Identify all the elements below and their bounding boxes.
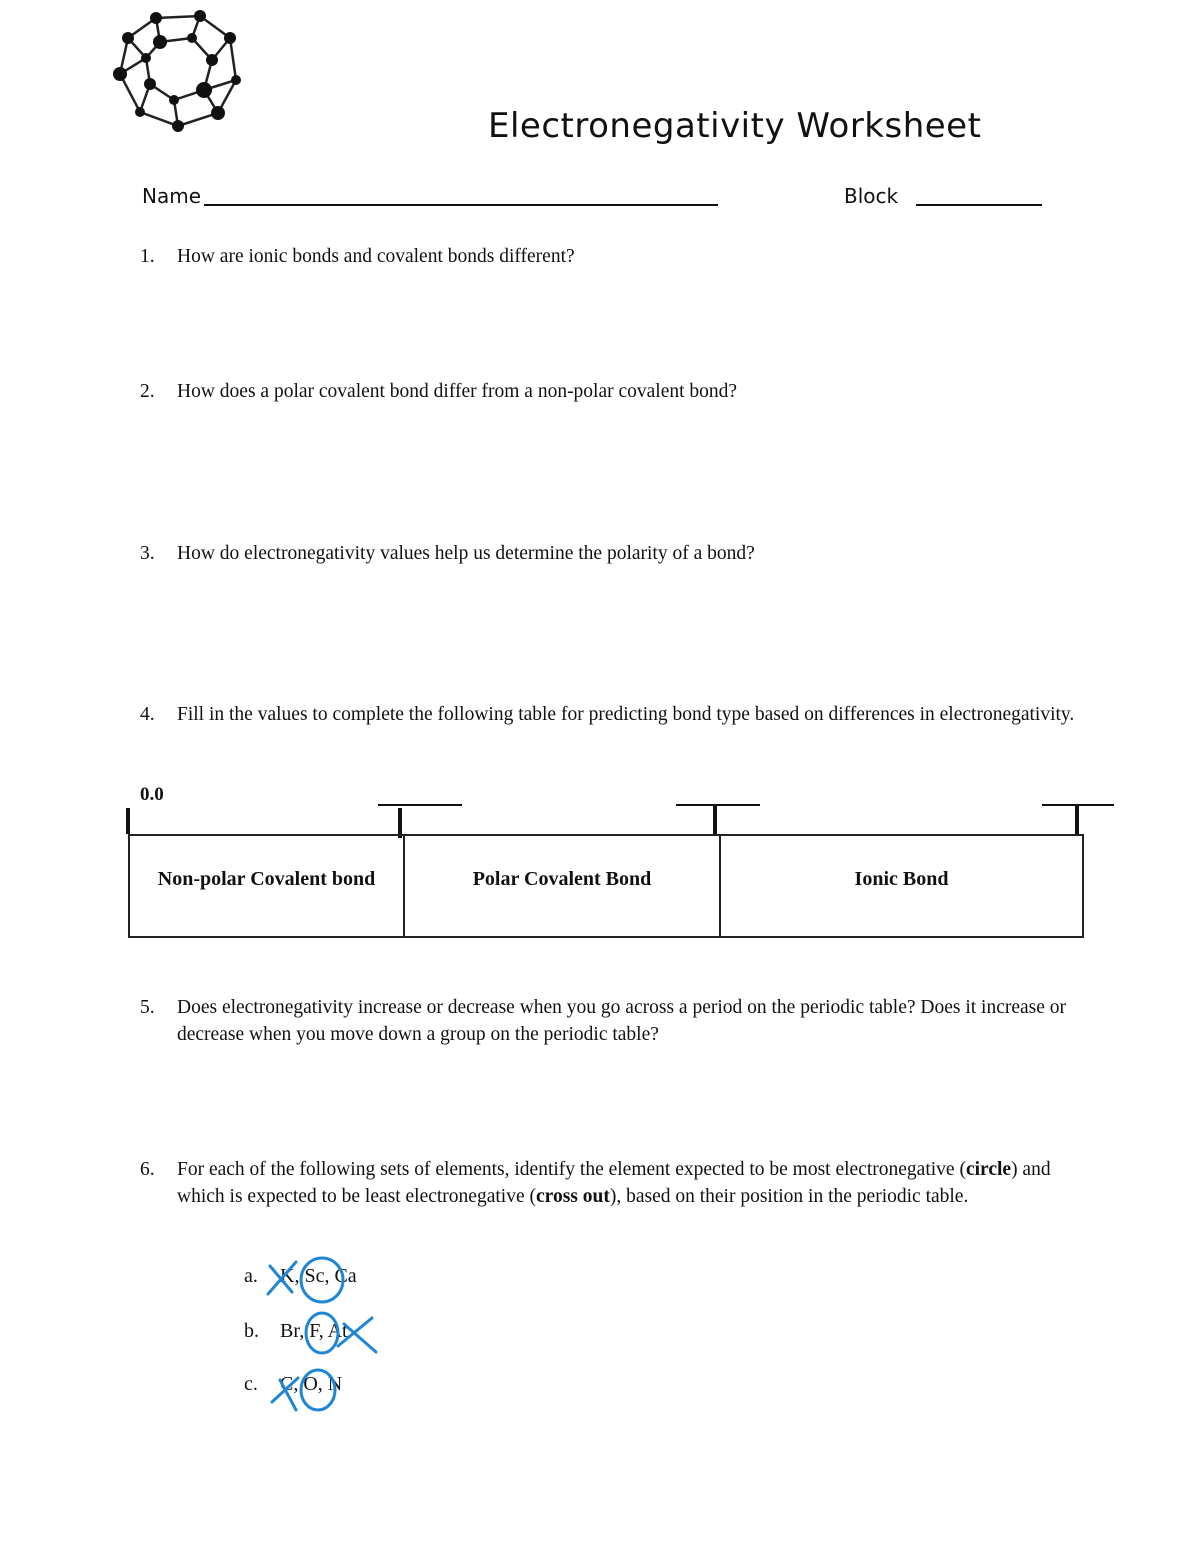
scale-tick (713, 806, 717, 836)
question-number: 5. (140, 997, 155, 1018)
question-number: 2. (140, 381, 155, 402)
scale-value-blank[interactable] (676, 804, 760, 806)
element-set-elements: C, O, N (280, 1373, 343, 1395)
q6-circle-word: circle (965, 1159, 1012, 1180)
question-6 (140, 1156, 1100, 1210)
question-4 (140, 701, 1100, 728)
scale-start-value: 0.0 (140, 784, 164, 805)
question-1 (140, 243, 1100, 270)
scale-tick (126, 808, 130, 834)
question-text: Does electronegativity increase or decrease when you go across a period on the periodic table? Does it increase or decrease when you move down a group on the periodic table? (177, 997, 1067, 1045)
question-5 (140, 994, 1100, 1048)
scale-tick (1075, 806, 1079, 836)
question-text: How does a polar covalent bond differ from a non-polar covalent bond? (177, 381, 738, 402)
bond-cell-polar: Polar Covalent Bond (405, 836, 721, 936)
question-number: 6. (140, 1159, 155, 1180)
worksheet-title: Electronegativity Worksheet (488, 106, 982, 146)
scale-value-blank[interactable] (378, 804, 462, 806)
question-number: 4. (140, 704, 155, 725)
question-number: 1. (140, 246, 155, 267)
question-text: How do electronegativity values help us determine the polarity of a bond? (177, 543, 755, 564)
element-set-letter: c. (244, 1373, 258, 1395)
q6-middle: ) and which is expected to be least electronegative ( (177, 1159, 1051, 1207)
element-set-elements: Br, F, At (280, 1320, 348, 1342)
q6-end: ), based on their position in the periodic table. (609, 1186, 969, 1207)
question-text: How are ionic bonds and covalent bonds different? (177, 246, 575, 267)
element-set-letter: a. (244, 1265, 258, 1287)
element-set-c (244, 1373, 342, 1396)
name-field[interactable] (204, 204, 718, 206)
question-2 (140, 378, 1100, 405)
question-3 (140, 540, 1100, 567)
question-text: Fill in the values to complete the following table for predicting bond type based on differences in electronegativity. (177, 704, 1075, 725)
element-set-b (244, 1320, 348, 1343)
bond-cell-nonpolar: Non-polar Covalent bond (130, 836, 405, 936)
question-text (177, 1156, 1100, 1210)
name-label: Name (142, 184, 202, 208)
q6-cross-word: cross out (535, 1186, 610, 1207)
element-set-elements: K, Sc, Ca (280, 1265, 357, 1287)
bond-type-table (128, 834, 1084, 938)
element-set-letter: b. (244, 1320, 259, 1342)
q6-intro: For each of the following sets of elements, identify the element expected to be most electronegative ( (177, 1159, 966, 1180)
buckyball-molecule-icon (108, 8, 248, 138)
bond-cell-ionic: Ionic Bond (854, 868, 949, 890)
block-label: Block (844, 184, 899, 208)
question-number: 3. (140, 543, 155, 564)
block-field[interactable] (916, 204, 1042, 206)
element-set-a (244, 1265, 357, 1288)
